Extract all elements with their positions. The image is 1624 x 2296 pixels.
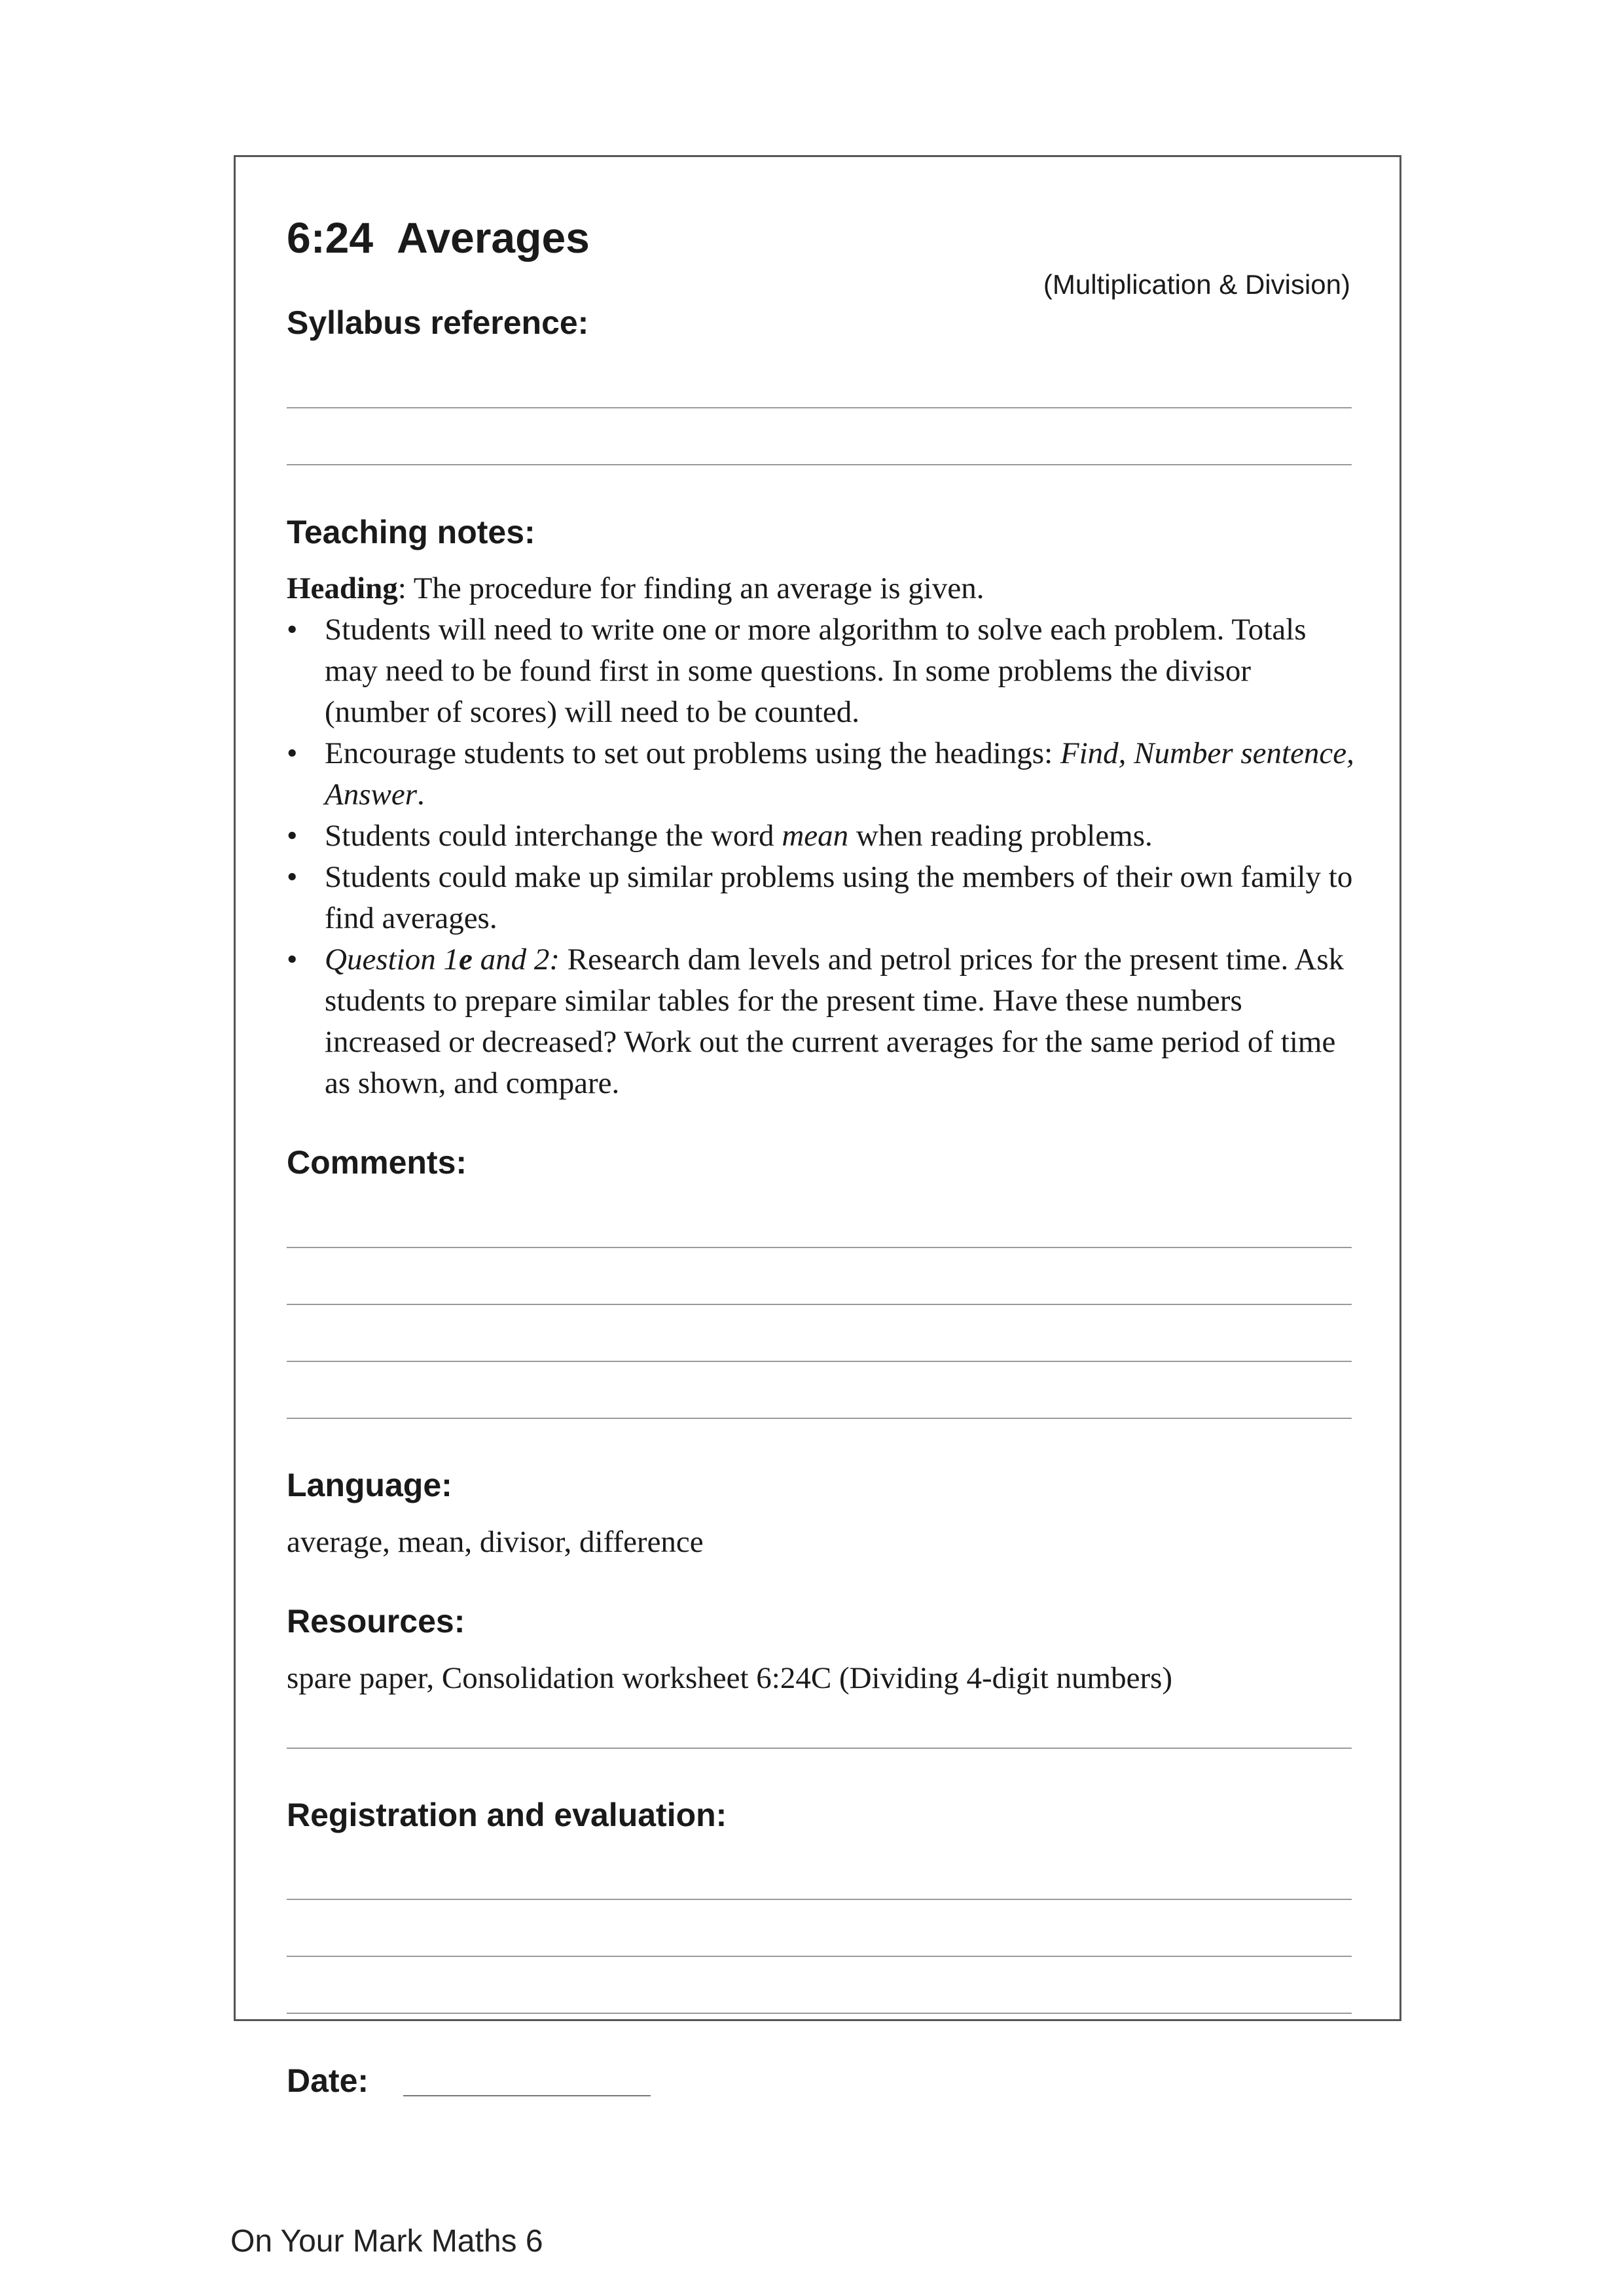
list-item xyxy=(287,939,1360,1104)
bullet-icon: • xyxy=(287,819,298,853)
list-item-end: when reading problems. xyxy=(848,819,1153,853)
language-text: average, mean, divisor, difference xyxy=(287,1525,704,1559)
bullet-icon: • xyxy=(287,942,298,977)
date-line xyxy=(403,2095,651,2096)
list-item xyxy=(287,816,1360,857)
registration-line-1 xyxy=(287,1899,1352,1900)
list-item-text: Students could make up similar problems using the members of their own family to find averages. xyxy=(325,860,1353,935)
list-item-text: Encourage students to set out problems using the headings: xyxy=(325,736,1060,770)
date-label: Date: xyxy=(287,2062,369,2099)
bullet-icon: • xyxy=(287,613,298,647)
list-item xyxy=(287,609,1360,733)
heading-note-text: : The procedure for finding an average is given. xyxy=(397,571,984,605)
list-item-italic: Question 1 xyxy=(325,942,459,977)
comments-line-4 xyxy=(287,1418,1352,1419)
list-item-bold-italic: e xyxy=(458,942,473,977)
registration-line-3 xyxy=(287,2013,1352,2014)
teaching-notes-heading: Teaching notes: xyxy=(287,514,535,550)
list-item-end: . xyxy=(417,778,425,812)
lesson-category: (Multiplication & Division) xyxy=(1043,269,1350,300)
resources-text: spare paper, Consolidation worksheet 6:24C (Dividing 4-digit numbers) xyxy=(287,1661,1173,1695)
comments-line-1 xyxy=(287,1247,1352,1248)
registration-line-2 xyxy=(287,1956,1352,1957)
comments-heading: Comments: xyxy=(287,1144,467,1181)
list-item-italic: and 2: xyxy=(472,942,560,977)
registration-heading: Registration and evaluation: xyxy=(287,1797,727,1833)
language-heading: Language: xyxy=(287,1467,452,1503)
list-item-text: Students will need to write one or more algorithm to solve each problem. Totals may need to be found first in some questions. In some problems the divisor (number of scores) will need to be counted. xyxy=(325,613,1307,729)
comments-line-2 xyxy=(287,1304,1352,1305)
heading-note-bold: Heading xyxy=(287,571,398,605)
page-footer: On Your Mark Maths 6 xyxy=(230,2224,543,2259)
list-item-text: Research dam levels and petrol prices for the present time. Ask students to prepare similar tables for the present time. Have these numbers increased or decreased? Work out the current averages for the same period of time as shown, and compare. xyxy=(325,942,1344,1100)
lesson-title: Averages xyxy=(397,213,590,262)
syllabus-line-1 xyxy=(287,407,1352,408)
list-item-italic: Find, Number sentence, Answer xyxy=(325,736,1354,812)
list-item xyxy=(287,857,1360,939)
teaching-notes-body xyxy=(287,568,1360,1104)
lesson-number: 6:24 xyxy=(287,213,374,262)
comments-line-3 xyxy=(287,1361,1352,1362)
list-item xyxy=(287,733,1360,816)
syllabus-line-2 xyxy=(287,464,1352,465)
bullet-icon: • xyxy=(287,860,298,894)
resources-heading: Resources: xyxy=(287,1603,465,1640)
list-item-italic: mean xyxy=(782,819,849,853)
heading-note xyxy=(287,568,1360,609)
resources-line xyxy=(287,1748,1352,1749)
page-title xyxy=(287,208,590,267)
bullet-icon: • xyxy=(287,736,298,770)
list-item-text: Students could interchange the word xyxy=(325,819,782,853)
teaching-notes-list xyxy=(287,609,1360,1104)
syllabus-reference-heading: Syllabus reference: xyxy=(287,304,589,341)
